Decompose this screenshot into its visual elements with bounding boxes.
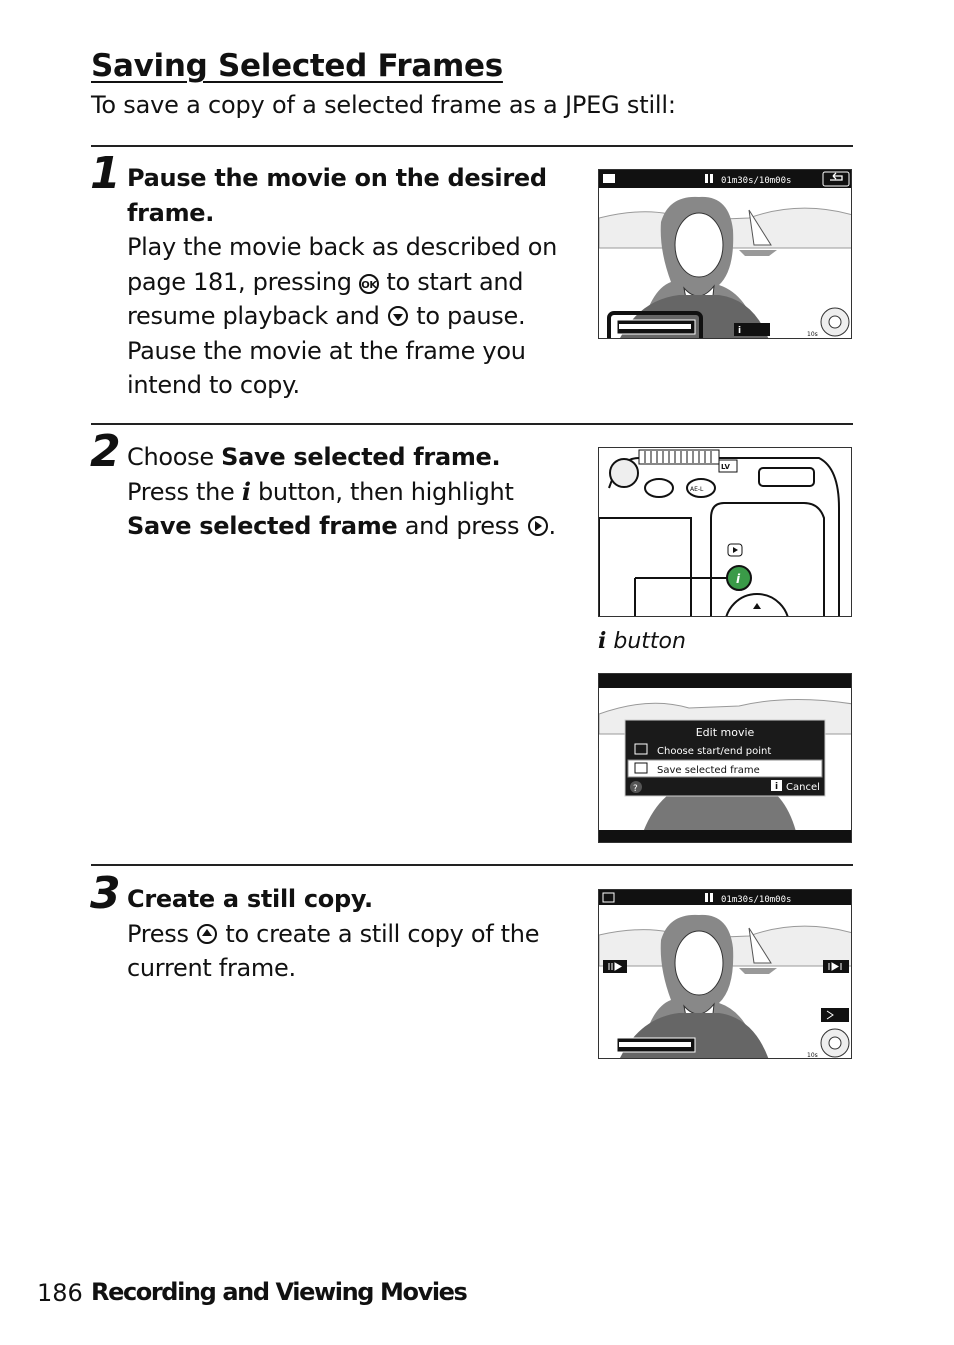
step-3-text: Create a still copy. Press to create a still copy of the current frame. [127,882,572,986]
menu-cancel[interactable]: Cancel [786,782,820,793]
step-title: Choose Save selected frame. [127,443,501,471]
camera-illustration [598,447,852,617]
step-number: 3 [90,868,121,919]
step-title: Create a still copy. [127,885,373,913]
multi-selector-right-icon [527,515,549,537]
pause-screen-illustration [599,170,852,339]
i-icon: i [775,782,779,792]
step-number: 1 [90,148,121,199]
page-title: Saving Selected Frames [91,48,503,84]
i-icon: i [738,326,742,336]
pause-screen [598,169,852,339]
i-button-caption: i button [598,628,686,654]
step-1-text: Pause the movie on the desired frame. Play the movie back as described on page 181, pressing OK to start and resume playback and to pause. Pause the movie at the frame you intend to copy. [127,161,572,403]
save-frame-screen [598,889,852,1059]
save-time-readout: 01m30s/10m00s [721,895,792,905]
ok-button-icon: OK [359,274,379,294]
step-2-text: Choose Save selected frame. Press the i button, then highlight Save selected frame and press . [127,440,572,544]
section-title: Recording and Viewing Movies [91,1278,467,1306]
multi-selector-up-icon [196,923,218,945]
camera-back-drawing [599,448,852,617]
menu-title: Edit movie [695,726,755,739]
step-number: 2 [90,426,121,477]
step-title: Pause the movie on the desired frame. [127,164,547,227]
divider [91,145,853,147]
ten-second-label: 10s [807,1052,818,1059]
edit-movie-menu-screen [598,673,852,843]
multi-selector-down-icon [387,305,409,327]
ae-l-label: AE-L [690,486,704,493]
menu-item-save-selected-frame[interactable]: Save selected frame [657,765,760,776]
i-button-icon: i [241,476,251,506]
page-number: 186 [37,1279,83,1307]
save-frame-drawing [599,890,852,1059]
divider [91,423,853,425]
divider [91,864,853,866]
lv-label: LV [721,463,730,471]
i-button-icon: i [736,572,741,586]
intro-text: To save a copy of a selected frame as a JPEG still: [91,91,676,119]
ten-second-label: 10s [807,331,818,338]
edit-movie-menu-drawing [599,674,852,843]
menu-item-choose-start-end[interactable]: Choose start/end point [657,746,772,757]
pause-time-readout: 01m30s/10m00s [721,176,792,186]
help-icon: ? [633,784,638,794]
